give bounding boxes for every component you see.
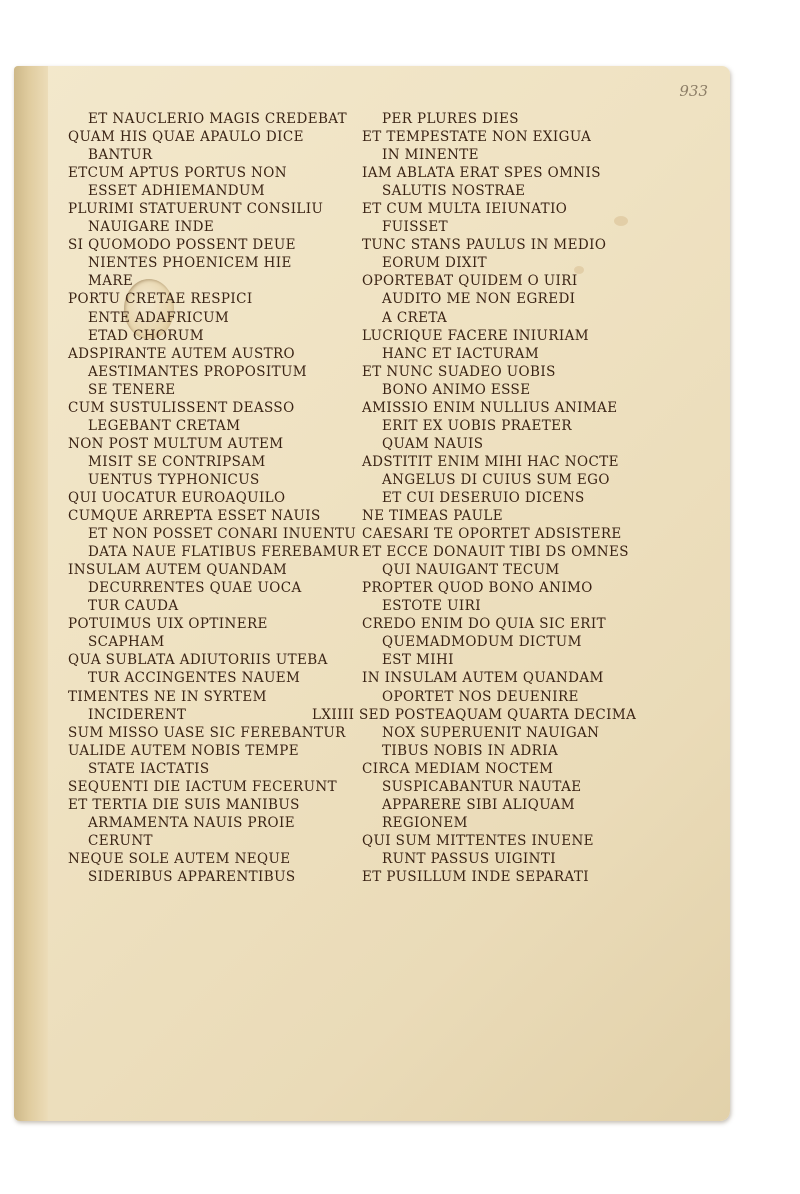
text-line: POTUIMUS UIX OPTINERE [68,616,268,633]
text-line: ENTE ADAFRICUM [88,309,230,326]
text-line: ET ECCE DONAUIT TIBI DS OMNES [362,544,629,561]
text-line: OPORTET NOS DEUENIRE [382,688,579,705]
text-line: ET NUNC SUADEO UOBIS [362,363,556,380]
text-line: QUI UOCATUR EUROAQUILO [68,489,286,506]
text-line: SCAPHAM [88,634,165,651]
text-line: CREDO ENIM DO QUIA SIC ERIT [362,616,607,633]
binding-gutter [14,66,48,1121]
text-line: PER PLURES DIES [382,111,519,127]
text-line: ET NON POSSET CONARI INUENTU [88,526,357,543]
text-line: QUAM NAUIS [382,435,484,452]
text-line: CERUNT [88,832,153,849]
text-line: MISIT SE CONTRIPSAM [88,453,266,470]
text-line: ESSET ADHIEMANDUM [88,183,266,200]
text-line: ARMAMENTA NAUIS PROIE [88,814,295,831]
text-line: ET TERTIA DIE SUIS MANIBUS [68,796,300,813]
text-line: QUA SUBLATA ADIUTORIIS UTEBA [68,652,328,669]
text-line: SI QUOMODO POSSENT DEUE [68,237,296,254]
text-line: SUSPICABANTUR NAUTAE [382,778,582,795]
text-line: APPARERE SIBI ALIQUAM [382,796,575,813]
text-line: TUR ACCINGENTES NAUEM [88,670,301,687]
text-line: NE TIMEAS PAULE [362,508,504,525]
text-line: EST MIHI [382,652,454,669]
text-line: ETAD CHORUM [88,327,204,344]
text-line: QUI SUM MITTENTES INUENE [362,832,594,849]
text-line: INSULAM AUTEM QUANDAM [68,562,288,579]
text-line: ET CUI DESERUIO DICENS [382,489,585,506]
text-line: LUCRIQUE FACERE INIURIAM [362,327,589,344]
text-line: DATA NAUE FLATIBUS FEREBAMUR [88,544,360,561]
text-line: ADSPIRANTE AUTEM AUSTRO [68,345,296,362]
text-line: PROPTER QUOD BONO ANIMO [362,580,593,597]
left-text-column [68,110,368,886]
text-line: PORTU CRETAE RESPICI [68,291,253,308]
text-line: REGIONEM [382,814,468,831]
text-line: A CRETA [382,309,448,326]
text-line: RUNT PASSUS UIGINTI [382,850,556,867]
text-line: EORUM DIXIT [382,255,488,272]
text-line: QUAM HIS QUAE APAULO DICE [68,129,304,146]
text-line: NOX SUPERUENIT NAUIGAN [382,724,600,741]
text-line: ET PUSILLUM INDE SEPARATI [362,868,589,885]
text-line: ETCUM APTUS PORTUS NON [68,165,287,182]
text-line: SALUTIS NOSTRAE [382,183,526,200]
text-line: ET CUM MULTA IEIUNATIO [362,201,568,218]
text-line: BANTUR [88,147,153,164]
text-line: SE TENERE [88,381,176,398]
text-line: CIRCA MEDIAM NOCTEM [362,760,554,777]
text-line: NIENTES PHOENICEM HIE [88,255,292,272]
text-line: STATE IACTATIS [88,760,210,777]
text-line: AMISSIO ENIM NULLIUS ANIMAE [362,399,618,416]
text-line: CUMQUE ARREPTA ESSET NAUIS [68,508,321,525]
text-line: QUEMADMODUM DICTUM [382,634,582,651]
text-line: HANC ET IACTURAM [382,345,540,362]
text-line: UALIDE AUTEM NOBIS TEMPE [68,742,299,759]
text-line: NAUIGARE INDE [88,219,215,236]
text-line: SIDERIBUS APPARENTIBUS [88,868,296,885]
text-line: DECURRENTES QUAE UOCA [88,580,302,597]
text-line: MARE [88,273,134,290]
text-line: NEQUE SOLE AUTEM NEQUE [68,850,291,867]
text-line: AESTIMANTES PROPOSITUM [88,363,308,380]
text-line: BONO ANIMO ESSE [382,381,531,398]
text-line: LEGEBANT CRETAM [88,417,241,434]
text-line: TUR CAUDA [88,598,179,615]
text-line: ERIT EX UOBIS PRAETER [382,417,572,434]
text-line: NON POST MULTUM AUTEM [68,435,284,452]
text-line: IAM ABLATA ERAT SPES OMNIS [362,165,601,182]
text-line: SUM MISSO UASE SIC FEREBANTUR [68,724,346,741]
text-line: OPORTEBAT QUIDEM O UIRI [362,273,578,290]
text-line: PLURIMI STATUERUNT CONSILIU [68,201,324,218]
text-line: INCIDERENT [88,706,187,723]
text-line: TIMENTES NE IN SYRTEM [68,688,267,705]
text-line: ET NAUCLERIO MAGIS CREDEBAT [88,111,348,127]
text-line: ET TEMPESTATE NON EXIGUA [362,129,592,146]
text-line: CAESARI TE OPORTET ADSISTERE [362,526,622,543]
folio-number: 933 [679,82,708,100]
text-line: CUM SUSTULISSENT DEASSO [68,399,295,416]
text-line: AUDITO ME NON EGREDI [382,291,576,308]
text-line: ANGELUS DI CUIUS SUM EGO [382,471,610,488]
text-line: QUI NAUIGANT TECUM [382,562,560,579]
text-line: IN INSULAM AUTEM QUANDAM [362,670,604,687]
text-line: TUNC STANS PAULUS IN MEDIO [362,237,607,254]
right-text-column [312,110,662,886]
text-line: SEQUENTI DIE IACTUM FECERUNT [68,778,338,795]
text-line: LXIIII SED POSTEAQUAM QUARTA DECIMA [312,706,637,723]
text-line: TIBUS NOBIS IN ADRIA [382,742,559,759]
text-line: UENTUS TYPHONICUS [88,471,260,488]
text-line: ESTOTE UIRI [382,598,481,615]
text-line: ADSTITIT ENIM MIHI HAC NOCTE [362,453,619,470]
text-line: FUISSET [382,219,448,236]
text-line: IN MINENTE [382,147,479,164]
